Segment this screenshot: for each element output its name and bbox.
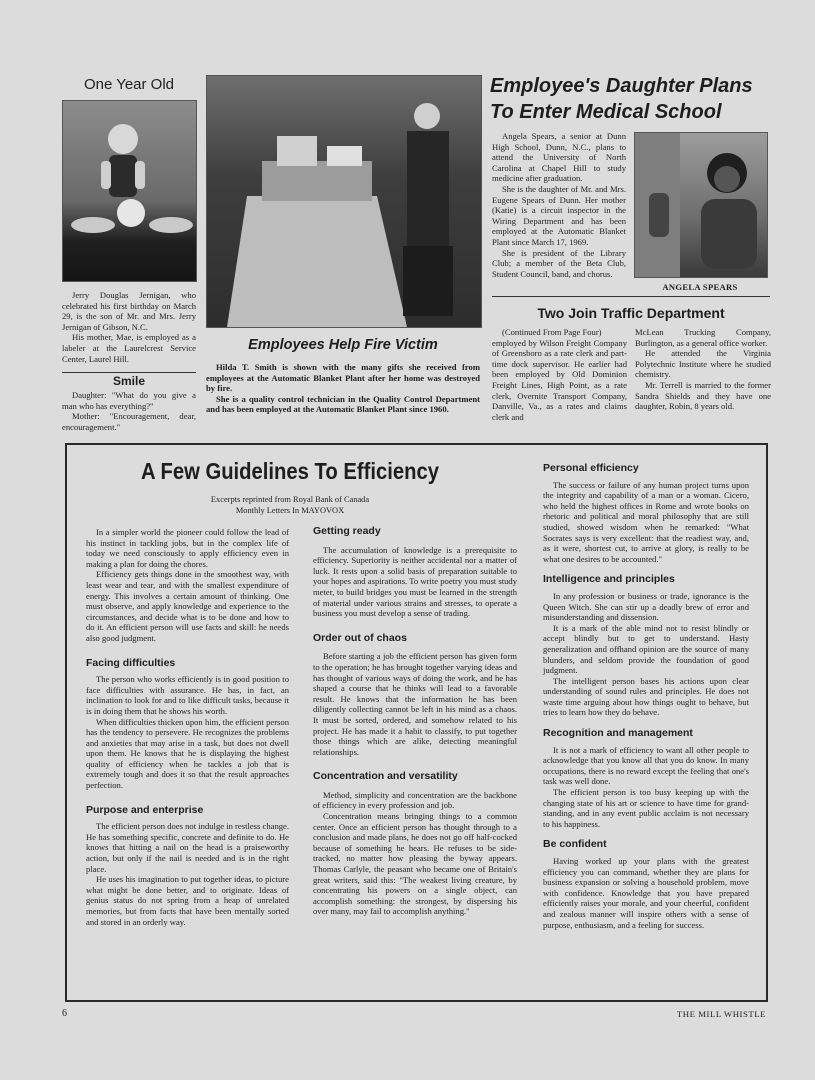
guidelines-column-2 (313, 526, 517, 917)
caption-paragraph: Jerry Douglas Jernigan, who celebrated his first birthday on March 29, is the son of Mr. and Mrs. Jerry Jernigan of Gibson, N.C. (62, 290, 196, 332)
article-paragraph: The intelligent person bases his actions upon clear understanding of sound rules and principles. He does not waste time arguing about how things ought to behave, but tries to learn how they do behave. (543, 675, 749, 718)
article-paragraph: He uses his imagination to put together ideas, to picture what might be done better, and to originate. Ideas of genius status do not spring from a heap of unrelated memories, but from facts that have been mentally sorted and stored in an orderly way. (86, 874, 289, 927)
guidelines-subtitle (90, 494, 490, 516)
article-paragraph: McLean Trucking Company, Burlington, as a general office worker. (635, 327, 771, 348)
section-heading: Personal efficiency (543, 462, 639, 474)
article-paragraph: When difficulties thicken upon him, the efficient person has the tendency to persevere. He recognizes the problems and anxieties that may arise in a task, but does not dwell upon them. He knows that he is displaying the highest quality of efficiency when he tackles a job that is extremely tough and does it so that the result approaches perfection. (86, 716, 289, 791)
article-paragraph: (Continued From Page Four) (502, 327, 602, 337)
article-paragraph: Angela Spears, a senior at Dunn High School, Dunn, N.C., plans to attend the University of North Carolina at Chapel Hill to study medicine after graduation. (492, 131, 626, 184)
section-heading: Getting ready (313, 525, 381, 537)
fire-victim-heading: Employees Help Fire Victim (248, 337, 438, 353)
article-paragraph: In a simpler world the pioneer could follow the lead of his instinct in tackling jobs, but in the complex life of today we need consciously to apply efficiency even in making a plan for doing the chores. (86, 527, 289, 569)
article-paragraph: It is not a mark of efficiency to want all other people to acknowledge that you know all that you do know. In many occupations, there is no reward except the feeling that one's task was well done. (543, 744, 749, 787)
article-paragraph: In any profession or business or trade, ignorance is the Queen Witch. She can stir up a deadly brew of error and misunderstanding and dissension. (543, 590, 749, 623)
fire-caption (206, 362, 480, 415)
smile-heading: Smile (112, 374, 145, 388)
gifts-photo (206, 75, 482, 328)
headline-line-1: Employee's Daughter Plans (490, 75, 753, 97)
page-number: 6 (62, 1008, 67, 1019)
subtitle-line: Monthly Letters In MAYOVOX (235, 506, 345, 515)
smile-joke (62, 390, 196, 432)
daughter-headline (490, 73, 780, 125)
article-paragraph: Efficiency gets things done in the smoothest way, with least wear and tear, and with the smallest expenditure of energy. This involves a certain amount of thinking. One must observe, and apply knowledge and experience to the circumstances, and decide what is to be done and how to do it. An efficient person will use facts and skill: he needs also good judgment. (86, 569, 289, 643)
article-paragraph: The accumulation of knowledge is a prerequisite to efficiency. Superiority is neither accidental nor a matter of luck. It rests upon a solid basis of preparation suitable to your hopes and aspirations. To write poetry you must study meter, to build bridges you must be learned in the strength of material under various strains and stresses, to operate a business you must develop a sense of trading. (313, 544, 517, 619)
article-paragraph: The person who works efficiently is in good position to face difficulties with assurance. He has, in fact, an inclination to look for and to like difficult tasks, because it is in doing them that he shows his worth. (86, 674, 289, 716)
article-paragraph: She is president of the Library Club; a member of the Beta Club, Student Council, band, and chorus. (492, 247, 626, 279)
headline-line-2: To Enter Medical School (490, 101, 722, 123)
section-heading: Be confident (543, 838, 607, 851)
joke-line: Daughter: "What do you give a man who has everything?" (62, 390, 196, 411)
article-paragraph: The efficient person is too busy keeping up with the changing state of his art or science to have time for grand-standing, and in any event public acclaim is not necessary to his happiness. (543, 787, 749, 829)
subtitle-line: Excerpts reprinted from Royal Bank of Canada (210, 495, 370, 504)
article-paragraph: Mr. Terrell is married to the former Sandra Shields and they have one daughter, Robin, 8 years old. (635, 379, 771, 412)
one-year-old-heading: One Year Old (83, 76, 175, 93)
article-paragraph: He attended the Virginia Polytechnic Institute where he studied chemistry. (635, 348, 771, 380)
gifts-table-illustration (207, 76, 481, 327)
section-heading: Purpose and enterprise (86, 803, 204, 816)
traffic-heading: Two Join Traffic Department (537, 305, 725, 321)
caption-paragraph: Hilda T. Smith is shown with the many gifts she received from employees at the Automatic Blanket Plant after her home was destroyed by fire. (206, 362, 480, 394)
daughter-article (492, 131, 626, 279)
baby-photo (62, 100, 197, 282)
portrait-illustration (635, 133, 767, 277)
guidelines-column-3 (543, 463, 749, 930)
publication-name: THE MILL WHISTLE (676, 1009, 766, 1019)
article-paragraph: Before starting a job the efficient person has given form to the operation; he has brought together varying ideas and has thought of various ways of doing the work, and he has shaped a course that he thinks will lead to a favorable result. He knows that the information he has been diligently collecting cannot be left in his mind as a chaos. It must be sorted, ordered, and somehow related to his project. He has made it a habit to classify, to put together those things which are alike, detecting meaningful relationships. (313, 651, 517, 757)
baby-figure-illustration (63, 101, 196, 281)
article-paragraph: The efficient person does not indulge in restless change. He has something specific, concrete and definite to do. He knows that hitting a nail on the head is a praiseworthy action, but only if the nail is needed and is in the right place. (86, 821, 289, 874)
article-paragraph: Concentration means bringing things to a common center. Once an efficient person has thought through to a conclusion and made plans, he does not go off half-cocked because of something he hears. He refuses to be side-tracked, no matter how pleasing the byway appears. Thomas Carlyle, the peasant who became one of Britain's great writers, said this: "The weakest living creature, by concentrating his powers on a single object, can accomplish something: the strongest, by dispersing his over many, may fail to accomplish anything." (313, 811, 517, 917)
section-heading: Intelligence and principles (543, 573, 675, 586)
section-heading: Order out of chaos (313, 631, 407, 644)
section-heading: Facing difficulties (86, 656, 176, 669)
angela-photo-caption: ANGELA SPEARS (662, 282, 738, 292)
caption-paragraph: She is a quality control technician in the Quality Control Department and has been employed at the Automatic Blanket Plant since 1960. (206, 393, 480, 415)
article-paragraph: She is the daughter of Mr. and Mrs. Eugene Spears of Dunn. Her mother (Katie) is a circuit inspector in the Wiring Department and has been employed at the Automatic Blanket Plant since March 17, 1969. (492, 183, 626, 247)
guidelines-title: A Few Guidelines To Efficiency (140, 458, 440, 484)
traffic-column-2 (635, 327, 771, 412)
traffic-column-1 (492, 327, 627, 422)
baby-caption (62, 290, 196, 364)
angela-spears-photo (634, 132, 768, 278)
article-paragraph: Method, simplicity and concentration are the backbone of efficiency in every profession and job. (313, 789, 517, 811)
section-heading: Concentration and versatility (313, 770, 458, 783)
section-heading: Recognition and management (543, 727, 693, 740)
guidelines-column-1 (86, 527, 289, 927)
joke-line: Mother: "Encouragement, dear, encouragement." (62, 411, 196, 432)
caption-paragraph: His mother, Mae, is employed as a labeler at the Laurelcrest Service Center, Laurel Hill. (62, 332, 196, 364)
article-paragraph: It is a mark of the able mind not to resist blindly or accept blindly but to get to understand. Hasty generalization and offhand opinion are the source of many blunders, and seldom provide the foundation of good judgment. (543, 622, 749, 676)
article-paragraph: employed by Wilson Freight Company of Greensboro as a rate clerk and part-time dock supervisor. He earlier had been employed by Old Dominion Freight Lines, High Point, as a rate clerk, Overnite Transport Company, Danville, Va., as a rates and claims clerk and (492, 337, 627, 422)
article-paragraph: The success or failure of any human project turns upon the integrity and capability of a man or a woman. Cicero, who held the highest offices in Rome and wrote books on rhetoric and political and moral philosophy that are still studied, showed wisdom when he remarked: "What Socrates says is very excellent: that the readiest way, and, as it were, shortest cut, to arrive at glory, is really to be what one desires to be accounted." (543, 479, 749, 564)
article-paragraph: Having worked up your plans with the greatest efficiency you can command, whether they are plans for business expansion or solving a household problem, move with confidence. Knowledge that you have prepared efficiently raises your morale, and your cheerful, confident and zealous manner will inspire others with a sense of purpose, enthusiasm, and a feeling for success. (543, 856, 749, 930)
